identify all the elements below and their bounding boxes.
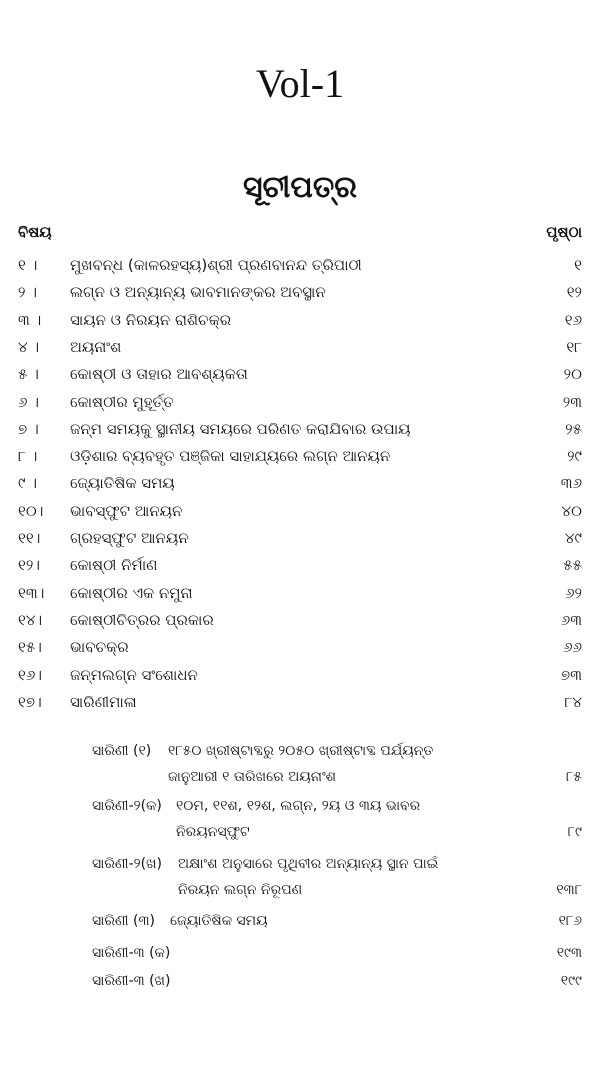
entry-page: ୩୬: [560, 474, 582, 493]
entry-number: ୪ ।: [18, 337, 40, 356]
entry-title: ଅୟନାଂଶ: [70, 337, 122, 356]
table-label: ସାରିଣୀ-୨(ଖ): [92, 856, 162, 872]
table-label: ସାରିଣୀ (୧): [92, 743, 152, 759]
table-page: ୧୯୯: [560, 973, 582, 989]
table-description: ନିରୟନ ଲଗ୍ନ ନିରୂପଣ: [178, 882, 303, 898]
toc-entry: [0, 552, 600, 578]
entry-title: ଲଗ୍ନ ଓ ଅନ୍ୟାନ୍ୟ ଭାବମାନଙ୍କର ଅବସ୍ଥାନ: [70, 283, 326, 302]
entry-number: ୧୬।: [18, 665, 42, 684]
table-description: ନିରୟନସ୍ଫୁଟ: [176, 824, 250, 840]
table-page: ୧୮୬: [558, 913, 582, 929]
volume-heading: Vol-1: [255, 61, 345, 106]
table-description: ଜ୍ୟୋତିଷିକ ସମୟ: [170, 913, 268, 929]
entry-number: ୫ ।: [18, 365, 39, 384]
table-label: ସାରିଣୀ-୨(କ): [92, 798, 162, 814]
entry-page: ୨୩: [562, 392, 582, 411]
toc-entry: [0, 525, 600, 551]
entry-title: କୋଷ୍ଠୀର ଏକ ନମୁନା: [70, 583, 193, 602]
entry-number: ୧ ।: [18, 256, 38, 274]
subject-column-header: ବିଷୟ: [18, 223, 52, 241]
entry-page: ୨୫: [565, 419, 582, 438]
table-label: ସାରିଣୀ (୩): [92, 913, 155, 929]
toc-entry: [0, 389, 600, 415]
table-description: ୧୦ମ, ୧୧ଶ, ୧୨ଶ, ଲଗ୍ନ, ୨ୟ ଓ ୩ୟ ଭାବର: [176, 798, 421, 814]
toc-entry: [0, 443, 600, 469]
table-description: ୧୮୫୦ ଖ୍ରୀଷ୍ଟାବ୍ଦରୁ ୨୦୫୦ ଖ୍ରୀଷ୍ଟାବ୍ଦ ପର୍ଯ୍ୟନ୍ତ: [168, 743, 434, 759]
entry-page: ୭୩: [561, 665, 582, 684]
toc-entry: [0, 416, 600, 442]
entry-title: କୋଷ୍ଠୀ ଓ ତାହାର ଆବଶ୍ୟକତା: [70, 365, 248, 384]
toc-entry: [0, 580, 600, 606]
table-page: ୧୩୮: [556, 882, 582, 898]
entry-title: ଗ୍ରହସ୍ଫୁଟ ଆନୟନ: [70, 529, 189, 547]
entry-number: ୧୭।: [18, 692, 42, 711]
entry-page: ୪୦: [561, 501, 582, 520]
entry-title: ସାରିଣୀମାଳା: [70, 692, 137, 711]
entry-number: ୧୧।: [18, 529, 41, 547]
entry-number: ୩ ।: [18, 310, 42, 329]
entry-title: ସାୟନ ଓ ନିରୟନ ରାଶିଚକ୍ର: [70, 310, 232, 329]
entry-number: ୮ ।: [18, 447, 38, 466]
toc-entry: [0, 634, 600, 660]
entry-page: ୧୨: [566, 283, 582, 302]
entry-page: ୪୯: [564, 529, 582, 547]
table-description: ଜାନୁଆରୀ ୧ ତାରିଖରେ ଅୟନାଂଶ: [168, 769, 337, 785]
entry-page: ୬୬: [563, 638, 582, 657]
entry-number: ୧୪।: [18, 610, 43, 629]
toc-entry: [0, 470, 600, 496]
entry-title: କୋଷ୍ଠୀର ମୁହୂର୍ତ୍ତ: [70, 392, 174, 411]
toc-entry: [0, 498, 600, 524]
table-page: ୧୯୩: [556, 945, 582, 961]
entry-page: ୬୨: [565, 583, 582, 602]
entry-title: ମୁଖବନ୍ଧ (କାଳରହସ୍ୟ)ଶ୍ରୀ ପ୍ରଣବାନନ୍ଦ ତ୍ରିପାଠୀ: [70, 256, 362, 274]
toc-entry: [0, 607, 600, 633]
toc-title: ସୂଚୀପତ୍ର: [243, 170, 357, 205]
entry-title: ଜ୍ୟୋତିଷିକ ସମୟ: [70, 474, 175, 493]
entry-title: ଜନ୍ମଲଗ୍ନ ସଂଶୋଧନ: [70, 665, 198, 684]
entry-page: ୬୩: [560, 610, 582, 629]
entry-number: ୬ ।: [18, 392, 39, 411]
table-page: ୮୯: [567, 824, 582, 840]
page-column-header: ପୃଷ୍ଠା: [546, 223, 582, 241]
entry-title: କୋଷ୍ଠୀଚିତ୍ରର ପ୍ରକାର: [70, 610, 214, 629]
entry-page: ୧୮: [566, 337, 582, 356]
entry-title: ଓଡ଼ିଶାର ବ୍ୟବହୃତ ପଞ୍ଜିକା ସାହାଯ୍ୟରେ ଲଗ୍ନ ଆନୟନ: [70, 447, 391, 466]
entry-number: ୧୦।: [18, 501, 44, 520]
entry-page: ୧: [574, 256, 582, 274]
entry-title: ଭାବଚକ୍ର: [70, 638, 129, 657]
entry-page: ୧୬: [564, 310, 582, 329]
toc-entry: [0, 307, 600, 333]
toc-entry: [0, 662, 600, 688]
table-page: ୮୫: [565, 769, 582, 785]
entry-number: ୨ ।: [18, 283, 37, 302]
entry-page: ୫୫: [563, 556, 582, 575]
toc-entry: [0, 252, 600, 278]
entry-number: ୭ ।: [18, 419, 39, 438]
entry-number: ୧୫।: [18, 638, 42, 657]
table-description: ଅକ୍ଷାଂଶ ଅନୁସାରେ ପୃଥିବୀର ଅନ୍ୟାନ୍ୟ ସ୍ଥାନ ପାଇଁ: [178, 856, 439, 872]
table-label: ସାରିଣୀ-୩ (ଖ): [92, 973, 171, 989]
entry-page: ୮୪: [564, 692, 582, 711]
toc-entry: [0, 689, 600, 715]
entry-number: ୧୩।: [18, 583, 45, 602]
toc-entry: [0, 279, 600, 305]
toc-entry: [0, 361, 600, 387]
toc-entry: [0, 334, 600, 360]
table-label: ସାରିଣୀ-୩ (କ): [92, 945, 171, 961]
entry-number: ୧୨।: [18, 556, 41, 575]
entry-title: ଭାବସ୍ଫୁଟ ଆନୟନ: [70, 501, 183, 520]
entry-title: କୋଷ୍ଠୀ ନିର୍ମାଣ: [70, 556, 158, 575]
entry-title: ଜନ୍ମ ସମୟକୁ ସ୍ଥାନୀୟ ସମୟରେ ପରିଣତ କରାଯିବାର ଉପାୟ: [70, 419, 411, 438]
entry-number: ୯ ।: [18, 474, 37, 493]
entry-page: ୨୦: [563, 365, 582, 384]
entry-page: ୨୯: [567, 447, 582, 466]
